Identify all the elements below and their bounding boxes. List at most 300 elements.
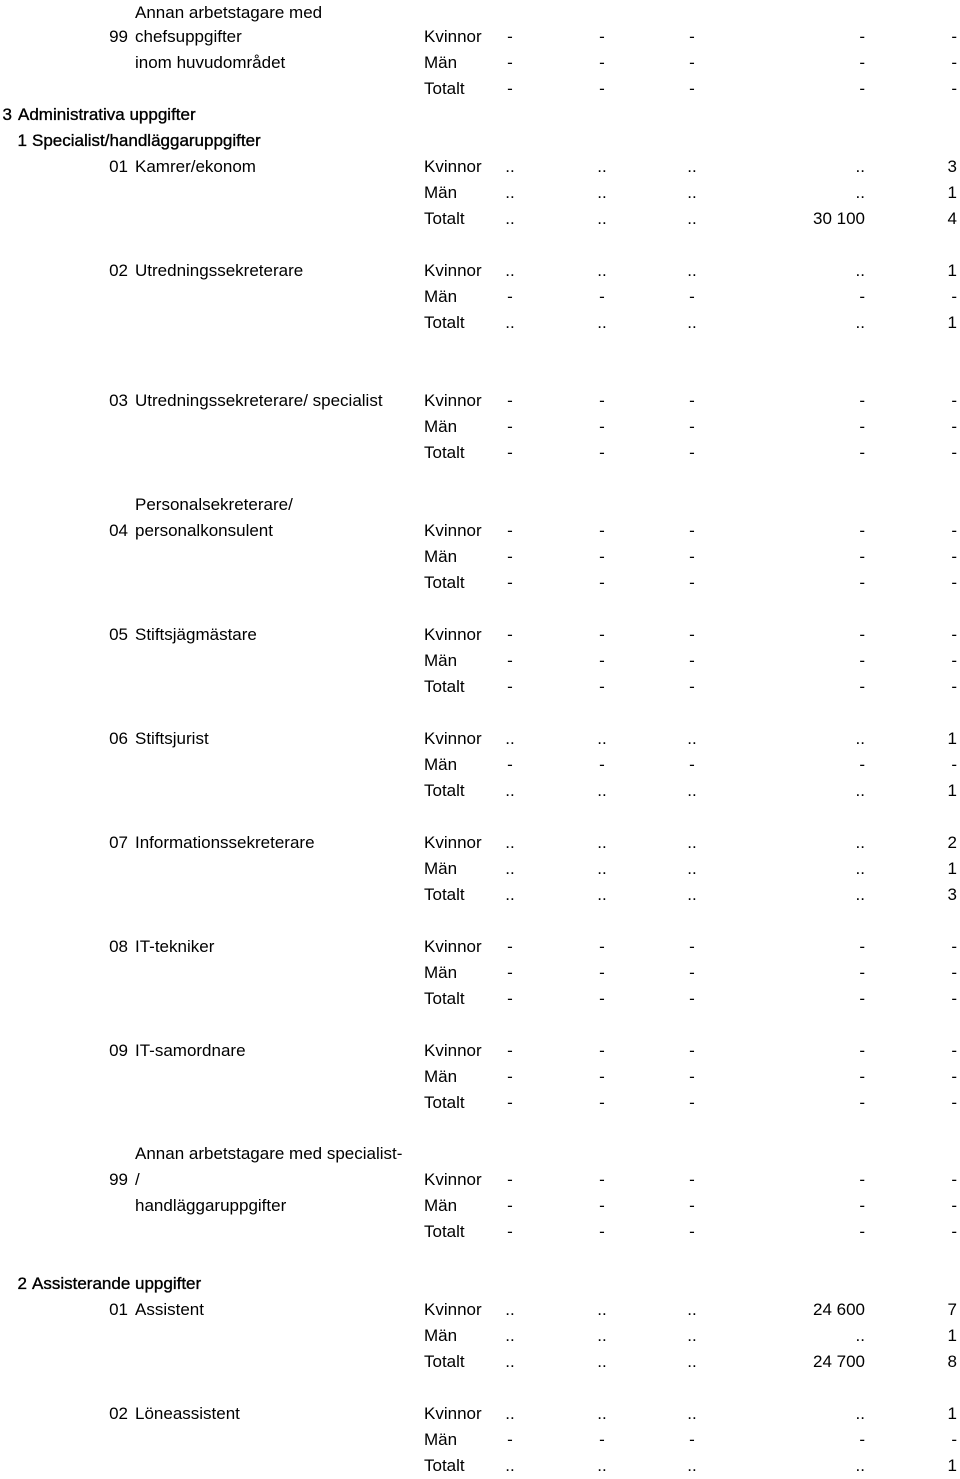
value-cell: - [951, 1041, 957, 1060]
value-cell: - [507, 937, 513, 956]
table-row [0, 986, 960, 1012]
table-row [0, 1064, 960, 1090]
value-cell: - [507, 521, 513, 540]
value-cell: - [507, 1067, 513, 1086]
gender-label: Kvinnor [424, 1170, 482, 1189]
gender-label: Kvinnor [424, 27, 482, 46]
value-cell: - [689, 1196, 695, 1215]
value-cell: - [951, 417, 957, 436]
value-cell: .. [597, 833, 607, 852]
category-heading-row [0, 128, 960, 154]
occupation-title: Annan arbetstagare med [135, 3, 323, 22]
value-cell: .. [855, 729, 865, 748]
gender-label: Män [424, 651, 458, 670]
value-cell: - [507, 651, 513, 670]
value-cell: - [859, 1067, 865, 1086]
table-row [0, 206, 960, 232]
value-cell: - [859, 1170, 865, 1189]
occupation-title: Kamrer/ekonom [135, 157, 256, 176]
value-cell: - [951, 521, 957, 540]
occupation-title: Utredningssekreterare [135, 261, 304, 280]
category-heading-row [0, 102, 960, 128]
value-cell: - [507, 1093, 513, 1112]
value-cell: - [859, 391, 865, 410]
value-cell: - [599, 963, 605, 982]
value-cell: .. [687, 1456, 697, 1475]
occupation-title: Personalsekreterare/ [135, 495, 293, 514]
value-cell: - [689, 391, 695, 410]
value-cell: .. [597, 313, 607, 332]
subgroup-title: Specialist/handläggaruppgifter [32, 131, 261, 150]
occupation-title: Stiftsjurist [135, 729, 209, 748]
gender-label: Totalt [424, 1222, 465, 1241]
value-cell: - [689, 547, 695, 566]
value-cell: - [507, 677, 513, 696]
value-cell: - [507, 417, 513, 436]
table-row [0, 388, 960, 414]
value-cell: - [859, 1093, 865, 1112]
value-cell: - [951, 27, 957, 46]
value-cell: .. [505, 183, 515, 202]
value-cell: 7 [947, 1300, 957, 1319]
table-row [0, 544, 960, 570]
value-cell: - [951, 1093, 957, 1112]
table-row [0, 934, 960, 960]
value-cell: - [951, 755, 957, 774]
occupation-title: IT-samordnare [135, 1041, 246, 1060]
value-cell: - [599, 547, 605, 566]
value-cell: - [951, 53, 957, 72]
value-cell: .. [687, 729, 697, 748]
value-cell: .. [687, 1300, 697, 1319]
table-row [0, 674, 960, 700]
value-cell: .. [597, 885, 607, 904]
value-cell: .. [505, 859, 515, 878]
value-cell: - [507, 547, 513, 566]
value-cell: - [951, 963, 957, 982]
gender-label: Totalt [424, 443, 465, 462]
table-row [0, 1401, 960, 1427]
value-cell: .. [597, 209, 607, 228]
table-row [0, 24, 960, 50]
value-cell: - [507, 1170, 513, 1189]
occupation-code: 02 [109, 1404, 128, 1423]
value-cell: 1 [947, 183, 957, 202]
value-cell: - [507, 53, 513, 72]
value-cell: .. [505, 261, 515, 280]
value-cell: .. [597, 157, 607, 176]
value-cell: - [859, 1430, 865, 1449]
value-cell: - [859, 27, 865, 46]
value-cell: .. [687, 1404, 697, 1423]
table-row [0, 960, 960, 986]
value-cell: - [689, 1170, 695, 1189]
value-cell: - [689, 989, 695, 1008]
occupation-title: Stiftsjägmästare [135, 625, 257, 644]
table-row [0, 1297, 960, 1323]
table-row [0, 1141, 960, 1167]
value-cell: - [689, 573, 695, 592]
value-cell: - [951, 937, 957, 956]
value-cell: - [951, 79, 957, 98]
value-cell: .. [505, 313, 515, 332]
occupation-title: Annan arbetstagare med specialist- [135, 1144, 403, 1163]
value-cell: - [951, 677, 957, 696]
table-row [0, 856, 960, 882]
gender-label: Totalt [424, 781, 465, 800]
table-row [0, 1219, 960, 1245]
occupation-code: 99 [109, 27, 128, 46]
value-cell: - [859, 547, 865, 566]
value-cell: - [951, 391, 957, 410]
value-cell: .. [687, 833, 697, 852]
value-cell: .. [687, 1352, 697, 1371]
gender-label: Totalt [424, 1093, 465, 1112]
value-cell: - [599, 443, 605, 462]
occupation-title: Informationssekreterare [135, 833, 315, 852]
value-cell: - [507, 391, 513, 410]
table-row [0, 1349, 960, 1375]
value-cell: - [951, 443, 957, 462]
group-code: 3 [2, 105, 12, 124]
value-cell: - [689, 521, 695, 540]
value-cell: - [689, 1222, 695, 1241]
value-cell: 24 700 [813, 1352, 865, 1371]
value-cell: - [599, 391, 605, 410]
gender-label: Män [424, 1326, 458, 1345]
occupation-code: 08 [109, 937, 128, 956]
value-cell: - [599, 79, 605, 98]
gender-label: Totalt [424, 79, 465, 98]
value-cell: 1 [947, 313, 957, 332]
gender-label: Män [424, 963, 458, 982]
occupation-code: 04 [109, 521, 128, 540]
table-row [0, 518, 960, 544]
value-cell: - [599, 287, 605, 306]
gender-label: Kvinnor [424, 1300, 482, 1319]
value-cell: .. [855, 833, 865, 852]
value-cell: .. [597, 183, 607, 202]
table-row [0, 154, 960, 180]
value-cell: - [951, 651, 957, 670]
value-cell: - [859, 521, 865, 540]
table-row [0, 76, 960, 102]
value-cell: .. [597, 1456, 607, 1475]
value-cell: .. [687, 183, 697, 202]
value-cell: .. [597, 781, 607, 800]
gender-label: Kvinnor [424, 261, 482, 280]
value-cell: - [859, 963, 865, 982]
occupation-title: chefsuppgifter [135, 27, 242, 46]
table-row [0, 1193, 960, 1219]
value-cell: - [859, 651, 865, 670]
table-row [0, 1167, 960, 1193]
gender-label: Män [424, 53, 458, 72]
value-cell: .. [855, 1404, 865, 1423]
value-cell: - [507, 1222, 513, 1241]
value-cell: - [507, 1196, 513, 1215]
gender-label: Totalt [424, 573, 465, 592]
value-cell: .. [855, 313, 865, 332]
gender-label: Kvinnor [424, 391, 482, 410]
table-row [0, 310, 960, 336]
gender-label: Totalt [424, 989, 465, 1008]
value-cell: .. [505, 209, 515, 228]
value-cell: - [689, 287, 695, 306]
value-cell: - [951, 1067, 957, 1086]
value-cell: - [689, 53, 695, 72]
value-cell: - [859, 937, 865, 956]
value-cell: .. [597, 859, 607, 878]
value-cell: - [951, 625, 957, 644]
gender-label: Män [424, 547, 458, 566]
occupation-title: Löneassistent [135, 1404, 240, 1423]
value-cell: - [951, 547, 957, 566]
gender-label: Totalt [424, 677, 465, 696]
occupation-title: Utredningssekreterare/ specialist [135, 391, 383, 410]
subgroup-code: 1 [17, 131, 27, 150]
value-cell: - [507, 79, 513, 98]
value-cell: - [599, 1222, 605, 1241]
value-cell: - [689, 755, 695, 774]
value-cell: - [599, 651, 605, 670]
table-row [0, 440, 960, 466]
group-title: Administrativa uppgifter [18, 105, 196, 124]
value-cell: - [689, 1093, 695, 1112]
value-cell: - [951, 1170, 957, 1189]
value-cell: - [859, 625, 865, 644]
value-cell: 1 [947, 729, 957, 748]
table-row [0, 284, 960, 310]
gender-label: Totalt [424, 313, 465, 332]
gender-label: Män [424, 1196, 458, 1215]
value-cell: - [859, 287, 865, 306]
value-cell: - [689, 963, 695, 982]
occupation-title: personalkonsulent [135, 521, 273, 540]
value-cell: .. [505, 1326, 515, 1345]
value-cell: 3 [947, 885, 957, 904]
value-cell: - [689, 1430, 695, 1449]
gender-label: Kvinnor [424, 729, 482, 748]
value-cell: - [599, 937, 605, 956]
occupation-title: IT-tekniker [135, 937, 215, 956]
value-cell: .. [855, 1456, 865, 1475]
value-cell: - [689, 1067, 695, 1086]
table-row [0, 50, 960, 76]
value-cell: - [859, 989, 865, 1008]
value-cell: .. [597, 1352, 607, 1371]
value-cell: - [599, 417, 605, 436]
value-cell: .. [505, 781, 515, 800]
value-cell: - [507, 443, 513, 462]
value-cell: - [689, 417, 695, 436]
value-cell: - [599, 1170, 605, 1189]
value-cell: - [859, 79, 865, 98]
value-cell: .. [505, 833, 515, 852]
value-cell: .. [505, 1456, 515, 1475]
value-cell: - [599, 1041, 605, 1060]
value-cell: .. [855, 261, 865, 280]
value-cell: - [689, 937, 695, 956]
value-cell: 8 [947, 1352, 957, 1371]
value-cell: .. [687, 885, 697, 904]
value-cell: .. [505, 157, 515, 176]
value-cell: - [599, 1196, 605, 1215]
value-cell: - [859, 677, 865, 696]
value-cell: - [599, 1093, 605, 1112]
category-heading-row [0, 1271, 960, 1297]
value-cell: - [599, 573, 605, 592]
value-cell: - [951, 1196, 957, 1215]
value-cell: - [951, 573, 957, 592]
occupation-title: Assistent [135, 1300, 204, 1319]
value-cell: - [951, 1430, 957, 1449]
value-cell: - [859, 573, 865, 592]
value-cell: .. [505, 1352, 515, 1371]
value-cell: 1 [947, 1456, 957, 1475]
value-cell: - [859, 53, 865, 72]
value-cell: - [599, 625, 605, 644]
occupation-code: 09 [109, 1041, 128, 1060]
value-cell: - [507, 625, 513, 644]
value-cell: - [689, 651, 695, 670]
value-cell: .. [597, 729, 607, 748]
value-cell: - [859, 1041, 865, 1060]
value-cell: - [689, 677, 695, 696]
table-row [0, 778, 960, 804]
gender-label: Kvinnor [424, 937, 482, 956]
value-cell: - [951, 989, 957, 1008]
occupation-code: 05 [109, 625, 128, 644]
value-cell: - [689, 625, 695, 644]
gender-label: Män [424, 1430, 458, 1449]
value-cell: - [859, 417, 865, 436]
value-cell: - [507, 27, 513, 46]
gender-label: Kvinnor [424, 625, 482, 644]
value-cell: .. [687, 261, 697, 280]
occupation-code: 03 [109, 391, 128, 410]
value-cell: 1 [947, 261, 957, 280]
value-cell: - [599, 521, 605, 540]
value-cell: .. [855, 183, 865, 202]
table-row [0, 1427, 960, 1453]
value-cell: - [599, 27, 605, 46]
value-cell: - [599, 1067, 605, 1086]
gender-label: Män [424, 183, 458, 202]
value-cell: .. [597, 1404, 607, 1423]
table-row [0, 1323, 960, 1349]
value-cell: .. [687, 859, 697, 878]
value-cell: - [507, 573, 513, 592]
value-cell: .. [687, 781, 697, 800]
value-cell: 1 [947, 781, 957, 800]
value-cell: 1 [947, 1404, 957, 1423]
table-row [0, 414, 960, 440]
table-row [0, 570, 960, 596]
subgroup-title: Assisterande uppgifter [32, 1274, 202, 1293]
occupation-code: 01 [109, 157, 128, 176]
table-row [0, 1453, 960, 1479]
value-cell: 4 [947, 209, 957, 228]
value-cell: .. [505, 729, 515, 748]
gender-label: Totalt [424, 209, 465, 228]
value-cell: - [599, 755, 605, 774]
value-cell: - [507, 287, 513, 306]
value-cell: .. [855, 1326, 865, 1345]
value-cell: .. [687, 1326, 697, 1345]
value-cell: - [859, 443, 865, 462]
value-cell: - [951, 1222, 957, 1241]
value-cell: 24 600 [813, 1300, 865, 1319]
value-cell: .. [597, 261, 607, 280]
value-cell: 1 [947, 1326, 957, 1345]
value-cell: .. [855, 885, 865, 904]
table-row [0, 180, 960, 206]
value-cell: - [859, 1196, 865, 1215]
occupation-code: 02 [109, 261, 128, 280]
value-cell: - [689, 443, 695, 462]
value-cell: - [507, 989, 513, 1008]
value-cell: 1 [947, 859, 957, 878]
value-cell: - [507, 755, 513, 774]
value-cell: .. [687, 209, 697, 228]
gender-label: Kvinnor [424, 1404, 482, 1423]
table-row [0, 492, 960, 518]
gender-label: Kvinnor [424, 1041, 482, 1060]
table-row [0, 0, 960, 26]
table-row [0, 882, 960, 908]
gender-label: Män [424, 755, 458, 774]
value-cell: .. [597, 1300, 607, 1319]
value-cell: - [599, 989, 605, 1008]
value-cell: .. [505, 885, 515, 904]
value-cell: .. [505, 1300, 515, 1319]
gender-label: Kvinnor [424, 157, 482, 176]
value-cell: - [507, 1430, 513, 1449]
value-cell: .. [855, 781, 865, 800]
gender-label: Totalt [424, 1352, 465, 1371]
table-row [0, 648, 960, 674]
value-cell: - [599, 53, 605, 72]
value-cell: - [689, 79, 695, 98]
table-row [0, 1038, 960, 1064]
value-cell: 2 [947, 833, 957, 852]
value-cell: - [689, 27, 695, 46]
gender-label: Kvinnor [424, 833, 482, 852]
occupation-title: / [135, 1170, 140, 1189]
table-row [0, 752, 960, 778]
value-cell: - [599, 1430, 605, 1449]
table-row [0, 726, 960, 752]
occupation-title: handläggaruppgifter [135, 1196, 287, 1215]
value-cell: - [951, 287, 957, 306]
value-cell: - [859, 1222, 865, 1241]
gender-label: Män [424, 1067, 458, 1086]
gender-label: Män [424, 287, 458, 306]
table-row [0, 258, 960, 284]
value-cell: - [507, 963, 513, 982]
table-row [0, 1090, 960, 1116]
subgroup-code: 2 [17, 1274, 27, 1293]
gender-label: Män [424, 859, 458, 878]
value-cell: .. [687, 313, 697, 332]
occupation-code: 07 [109, 833, 128, 852]
gender-label: Totalt [424, 1456, 465, 1475]
table-row [0, 830, 960, 856]
value-cell: .. [505, 1404, 515, 1423]
value-cell: .. [687, 157, 697, 176]
value-cell: - [859, 755, 865, 774]
